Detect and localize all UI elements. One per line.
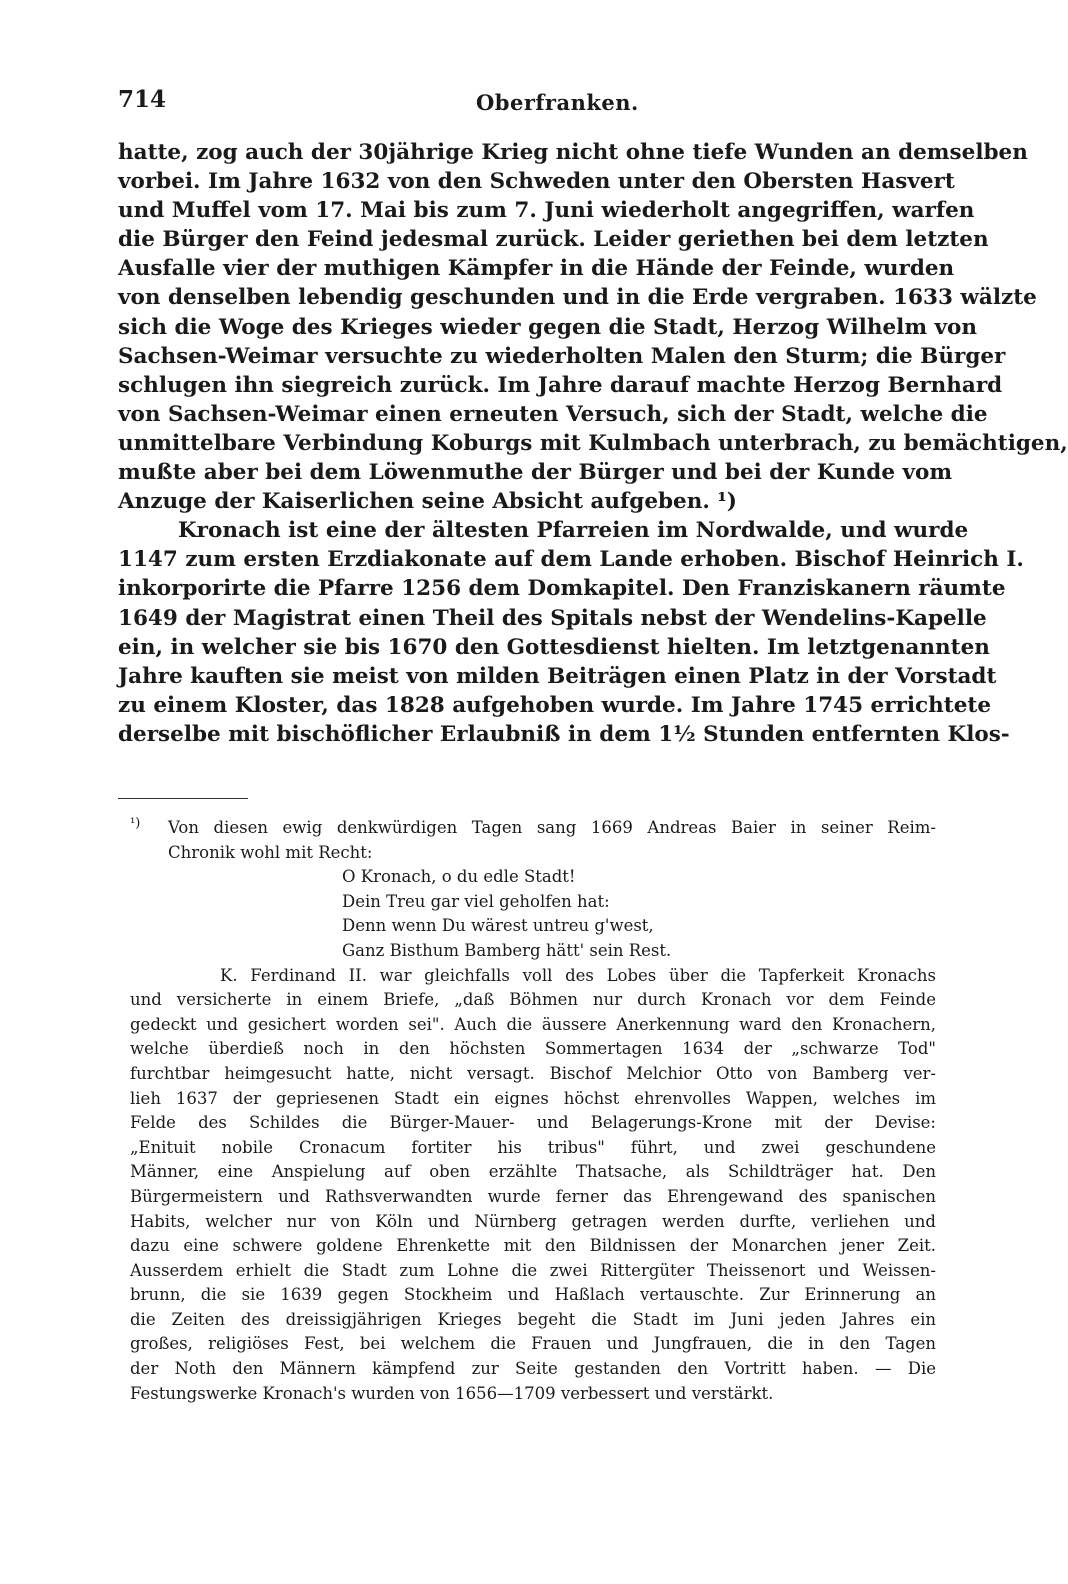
footnote-line: Festungswerke Kronach's wurden von 1656—1709 verbessert und verstärkt. [130, 1383, 774, 1403]
text-line: die Bürger den Feind jedesmal zurück. Leider geriethen bei dem letzten [118, 227, 989, 253]
footnote-line: welche überdieß noch in den höchsten Sommertagen 1634 der „schwarze Tod" [130, 1039, 936, 1059]
verse-line: Dein Treu gar viel geholfen hat: [342, 891, 610, 911]
page-number: 714 [118, 86, 167, 113]
text-line: inkorporirte die Pfarre 1256 dem Domkapitel. Den Franziskanern räumte [118, 576, 1006, 602]
text-line: 1147 zum ersten Erzdiakonate auf dem Lande erhoben. Bischof Heinrich I. [118, 547, 1024, 573]
page-header [118, 86, 936, 122]
text-line: mußte aber bei dem Löwenmuthe der Bürger und bei der Kunde vom [118, 460, 953, 486]
text-line: ein, in welcher sie bis 1670 den Gottesdienst hielten. Im letztgenannten [118, 634, 990, 660]
footnote-line: großes, religiöses Fest, bei welchem die Frauen und Jungfrauen, die in den Tagen [130, 1334, 936, 1354]
verse-line: Ganz Bisthum Bamberg hätt' sein Rest. [342, 940, 672, 960]
text-line: Sachsen-Weimar versuchte zu wiederholten Malen den Sturm; die Bürger [118, 343, 1006, 369]
footnote-line: Bürgermeistern und Rathsverwandten wurde ferner das Ehrengewand des spanischen [130, 1186, 936, 1206]
text-line: 1649 der Magistrat einen Theil des Spitals nebst der Wendelins-Kapelle [118, 605, 987, 631]
footnote-line: brunn, die sie 1639 gegen Stockheim und Haßlach vertauschte. Zur Erinnerung an [130, 1285, 936, 1305]
footnote-text: Von diesen ewig denkwürdigen Tagen sang 1669 Andreas Baier in seiner Reim- [168, 818, 936, 837]
text-line: Kronach ist eine der ältesten Pfarreien im Nordwalde, und wurde [178, 518, 969, 544]
footnote-line: „Enituit nobile Cronacum fortiter his tribus" führt, und zwei geschundene [130, 1137, 936, 1157]
footnote-divider [118, 798, 248, 799]
footnote-line: die Zeiten des dreissigjährigen Krieges begeht die Stadt im Juni jeden Jahres ein [130, 1309, 936, 1329]
footnote-line: Männer, eine Anspielung auf oben erzählte Thatsache, als Schildträger hat. Den [130, 1162, 936, 1182]
main-text [118, 138, 1068, 749]
footnote-line: Habits, welcher nur von Köln und Nürnberg getragen werden durfte, verliehen und [130, 1211, 936, 1231]
text-line: Ausfalle vier der muthigen Kämpfer in die Hände der Feinde, wurden [118, 256, 955, 282]
verse-line: Denn wenn Du wärest untreu g'west, [342, 916, 654, 936]
footnote-line: dazu eine schwere goldene Ehrenkette mit den Bildnissen der Monarchen jener Zeit. [130, 1236, 936, 1256]
text-line: schlugen ihn siegreich zurück. Im Jahre darauf machte Herzog Bernhard [118, 372, 1003, 398]
footnote-line: der Noth den Männern kämpfend zur Seite gestanden den Vortritt haben. — Die [130, 1359, 936, 1379]
footnote-line: Felde des Schildes die Bürger-Mauer- und Belagerungs-Krone mit der Devise: [130, 1113, 936, 1133]
text-line: zu einem Kloster, das 1828 aufgehoben wurde. Im Jahre 1745 errichtete [118, 692, 991, 718]
text-line: und Muffel vom 17. Mai bis zum 7. Juni wiederholt angegriffen, warfen [118, 198, 975, 224]
footnote-line: gedeckt und gesichert worden sei". Auch die äussere Anerkennung ward den Kronachern, [130, 1014, 936, 1034]
text-line: Jahre kauften sie meist von milden Beiträgen einen Platz in der Vorstadt [118, 663, 997, 689]
footnote-line: Chronik wohl mit Recht: [168, 842, 373, 862]
text-line: sich die Woge des Krieges wieder gegen die Stadt, Herzog Wilhelm von [118, 314, 978, 340]
text-line: Anzuge der Kaiserlichen seine Absicht aufgeben. ¹) [118, 489, 737, 515]
running-title: Oberfranken. [476, 90, 639, 115]
footnote-line: lieh 1637 der gepriesenen Stadt ein eignes höchst ehrenvolles Wappen, welches im [130, 1088, 936, 1108]
footnote-line: K. Ferdinand II. war gleichfalls voll des Lobes über die Tapferkeit Kronachs [220, 965, 936, 985]
text-line: hatte, zog auch der 30jährige Krieg nicht ohne tiefe Wunden an demselben [118, 140, 1028, 165]
footnote-line: Ausserdem erhielt die Stadt zum Lohne die zwei Rittergüter Theissenort und Weissen- [130, 1260, 936, 1280]
footnote-line: ¹) Von diesen ewig denkwürdigen Tagen sang 1669 Andreas Baier in seiner Reim- [130, 815, 936, 837]
text-line: vorbei. Im Jahre 1632 von den Schweden unter den Obersten Hasvert [118, 169, 955, 195]
text-line: unmittelbare Verbindung Koburgs mit Kulmbach unterbrach, zu bemächtigen, [118, 430, 1068, 456]
footnote-line: furchtbar heimgesucht hatte, nicht versagt. Bischof Melchior Otto von Bamberg ver- [130, 1063, 936, 1083]
text-line: von Sachsen-Weimar einen erneuten Versuch, sich der Stadt, welche die [118, 401, 988, 427]
footnote-block [130, 816, 936, 1406]
verse-line: O Kronach, o du edle Stadt! [342, 867, 576, 887]
footnote-line: und versicherte in einem Briefe, „daß Böhmen nur durch Kronach vor dem Feinde [130, 990, 936, 1010]
text-line: von denselben lebendig geschunden und in die Erde vergraben. 1633 wälzte [118, 285, 1037, 311]
text-line: derselbe mit bischöflicher Erlaubniß in dem 1½ Stunden entfernten Klos- [118, 721, 1010, 747]
